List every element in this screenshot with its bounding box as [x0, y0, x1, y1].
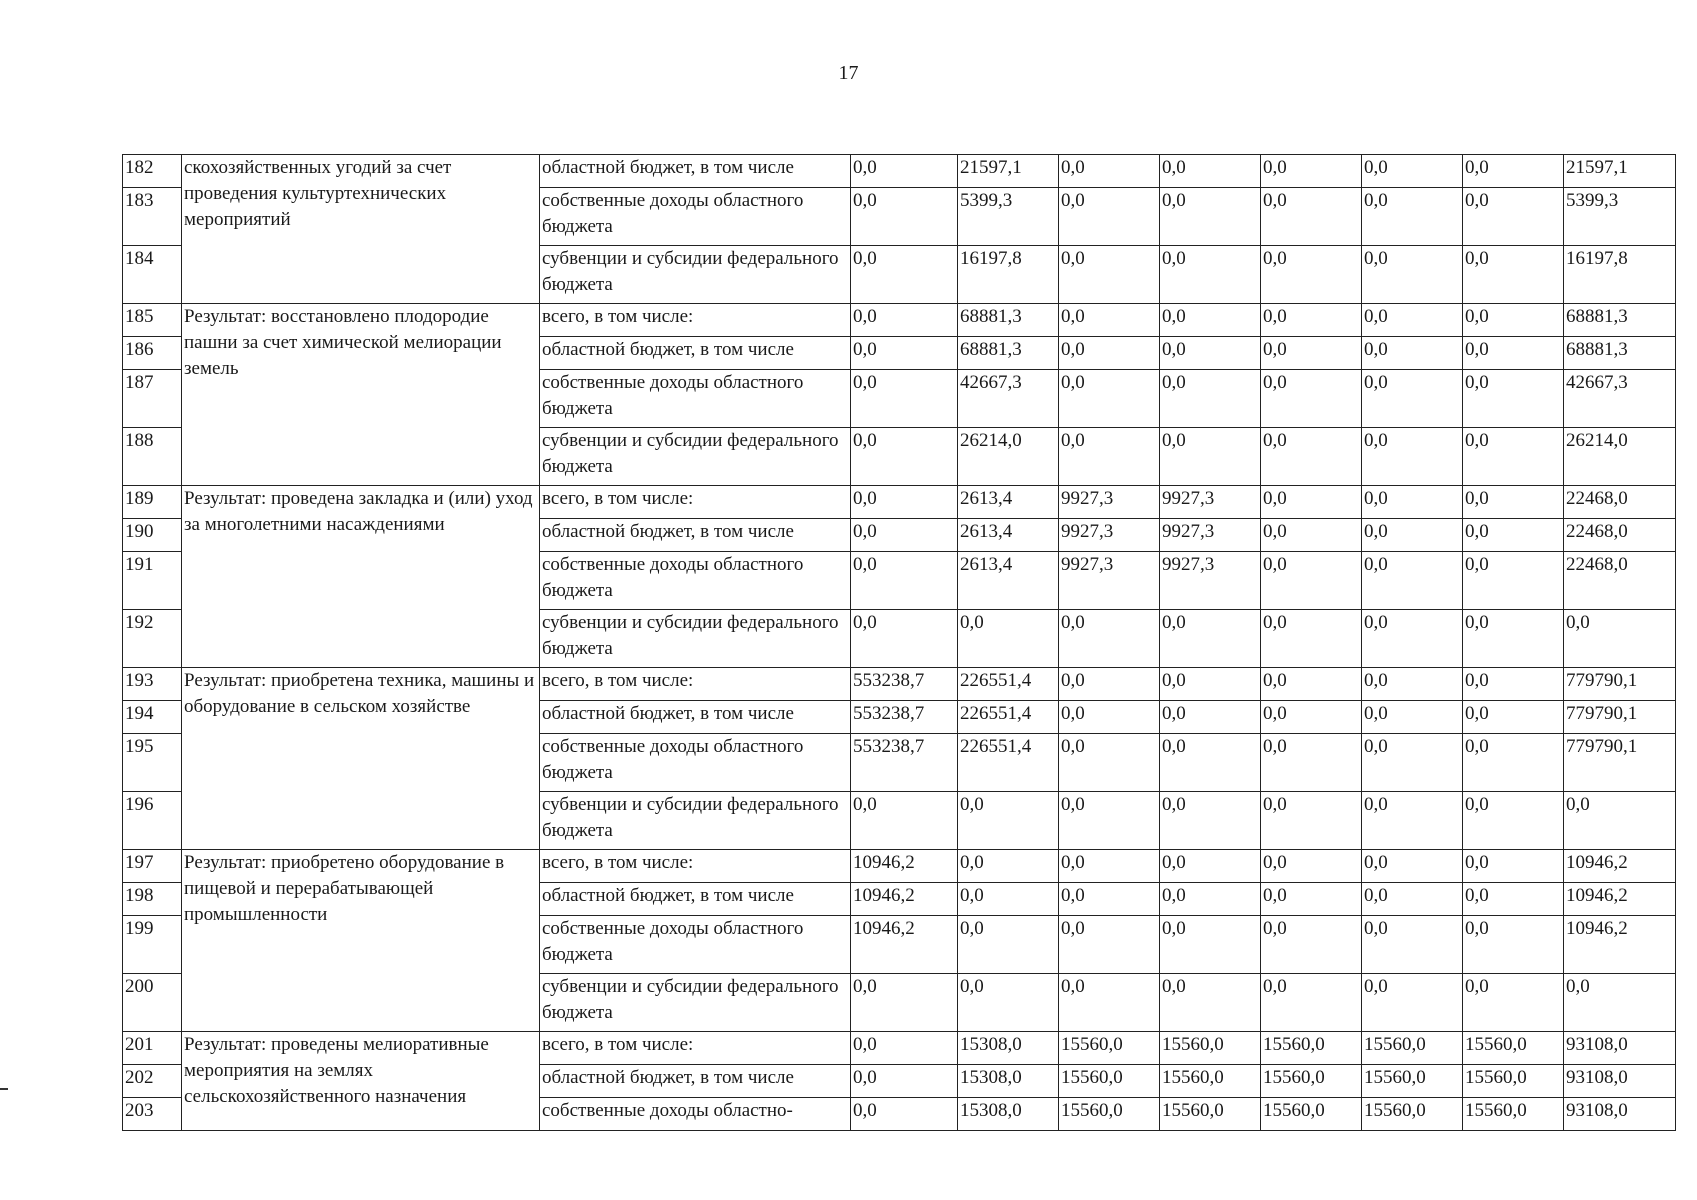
year-value: 0,0: [1059, 668, 1160, 701]
year-value: 15560,0: [1362, 1032, 1463, 1065]
year-value: 0,0: [1463, 370, 1564, 428]
row-number: 182: [123, 155, 182, 188]
year-value: 0,0: [1160, 188, 1261, 246]
year-value: 0,0: [958, 916, 1059, 974]
table-row: [123, 1032, 1676, 1065]
year-value: 0,0: [958, 850, 1059, 883]
year-value: 9927,3: [1160, 486, 1261, 519]
year-value: 15560,0: [1261, 1032, 1362, 1065]
year-value: 0,0: [1160, 370, 1261, 428]
funding-source: субвенции и субсидии федерального бюджета: [540, 246, 851, 304]
funding-source: областной бюджет, в том числе: [540, 337, 851, 370]
year-value: 0,0: [1362, 552, 1463, 610]
total-value: 93108,0: [1564, 1065, 1676, 1098]
year-value: 0,0: [1463, 610, 1564, 668]
year-value: 0,0: [1261, 850, 1362, 883]
total-value: 26214,0: [1564, 428, 1676, 486]
year-value: 2613,4: [958, 552, 1059, 610]
year-value: 0,0: [1160, 668, 1261, 701]
year-value: 0,0: [851, 610, 958, 668]
year-value: 0,0: [1362, 850, 1463, 883]
year-value: 0,0: [1059, 188, 1160, 246]
year-value: 226551,4: [958, 734, 1059, 792]
year-value: 0,0: [1059, 850, 1160, 883]
total-value: 5399,3: [1564, 188, 1676, 246]
total-value: 21597,1: [1564, 155, 1676, 188]
year-value: 553238,7: [851, 668, 958, 701]
total-value: 779790,1: [1564, 734, 1676, 792]
result-description: скохозяйственных угодий за счет проведения культуртехнических мероприятий: [182, 155, 540, 304]
funding-source: субвенции и субсидии федерального бюджета: [540, 610, 851, 668]
year-value: 0,0: [1059, 155, 1160, 188]
funding-source: всего, в том числе:: [540, 1032, 851, 1065]
row-number: 193: [123, 668, 182, 701]
total-value: 10946,2: [1564, 916, 1676, 974]
table-row: [123, 304, 1676, 337]
result-description: Результат: проведены мелиоративные мероприятия на землях сельскохозяйственного назначения: [182, 1032, 540, 1131]
total-value: 42667,3: [1564, 370, 1676, 428]
year-value: 0,0: [1362, 519, 1463, 552]
row-number: 202: [123, 1065, 182, 1098]
year-value: 15560,0: [1362, 1098, 1463, 1131]
year-value: 0,0: [851, 552, 958, 610]
year-value: 0,0: [1261, 792, 1362, 850]
year-value: 0,0: [851, 428, 958, 486]
year-value: 0,0: [1463, 428, 1564, 486]
year-value: 0,0: [1463, 916, 1564, 974]
year-value: 0,0: [851, 486, 958, 519]
year-value: 0,0: [1160, 734, 1261, 792]
year-value: 15308,0: [958, 1065, 1059, 1098]
funding-source: всего, в том числе:: [540, 668, 851, 701]
total-value: 93108,0: [1564, 1032, 1676, 1065]
year-value: 0,0: [1463, 337, 1564, 370]
total-value: 68881,3: [1564, 337, 1676, 370]
year-value: 0,0: [1362, 428, 1463, 486]
year-value: 0,0: [1463, 668, 1564, 701]
row-number: 198: [123, 883, 182, 916]
funding-source: областной бюджет, в том числе: [540, 1065, 851, 1098]
year-value: 0,0: [1362, 304, 1463, 337]
year-value: 0,0: [1261, 486, 1362, 519]
year-value: 0,0: [1059, 246, 1160, 304]
year-value: 15560,0: [1463, 1065, 1564, 1098]
row-number: 191: [123, 552, 182, 610]
year-value: 15308,0: [958, 1098, 1059, 1131]
year-value: 15308,0: [958, 1032, 1059, 1065]
result-description: Результат: проведена закладка и (или) уход за многолетними насаждениями: [182, 486, 540, 668]
year-value: 0,0: [1059, 428, 1160, 486]
year-value: 15560,0: [1463, 1098, 1564, 1131]
year-value: 0,0: [1059, 337, 1160, 370]
year-value: 0,0: [1261, 916, 1362, 974]
year-value: 0,0: [1160, 155, 1261, 188]
total-value: 0,0: [1564, 792, 1676, 850]
row-number: 186: [123, 337, 182, 370]
year-value: 0,0: [1362, 337, 1463, 370]
year-value: 0,0: [851, 155, 958, 188]
year-value: 0,0: [958, 883, 1059, 916]
year-value: 68881,3: [958, 337, 1059, 370]
row-number: 195: [123, 734, 182, 792]
funding-source: областной бюджет, в том числе: [540, 701, 851, 734]
year-value: 0,0: [1362, 974, 1463, 1032]
year-value: 0,0: [1160, 246, 1261, 304]
total-value: 22468,0: [1564, 486, 1676, 519]
year-value: 0,0: [851, 246, 958, 304]
year-value: 15560,0: [1059, 1065, 1160, 1098]
funding-source: собственные доходы областного бюджета: [540, 188, 851, 246]
result-description: Результат: восстановлено плодородие пашни за счет химической мелиорации земель: [182, 304, 540, 486]
funding-source: всего, в том числе:: [540, 850, 851, 883]
year-value: 0,0: [851, 1098, 958, 1131]
year-value: 10946,2: [851, 883, 958, 916]
year-value: 15560,0: [1362, 1065, 1463, 1098]
row-number: 197: [123, 850, 182, 883]
year-value: 553238,7: [851, 701, 958, 734]
table-body: [123, 155, 1676, 1131]
funding-source: субвенции и субсидии федерального бюджета: [540, 974, 851, 1032]
funding-source: собственные доходы областного бюджета: [540, 734, 851, 792]
funding-source: собственные доходы областного бюджета: [540, 916, 851, 974]
year-value: 15560,0: [1160, 1065, 1261, 1098]
row-number: 200: [123, 974, 182, 1032]
year-value: 0,0: [1261, 337, 1362, 370]
row-number: 185: [123, 304, 182, 337]
year-value: 0,0: [1059, 370, 1160, 428]
row-number: 203: [123, 1098, 182, 1131]
year-value: 2613,4: [958, 486, 1059, 519]
year-value: 0,0: [1160, 850, 1261, 883]
year-value: 0,0: [851, 1065, 958, 1098]
year-value: 553238,7: [851, 734, 958, 792]
year-value: 68881,3: [958, 304, 1059, 337]
year-value: 0,0: [1463, 486, 1564, 519]
year-value: 0,0: [1261, 304, 1362, 337]
year-value: 0,0: [851, 519, 958, 552]
row-number: 201: [123, 1032, 182, 1065]
page-number: 17: [838, 62, 859, 84]
total-value: 93108,0: [1564, 1098, 1676, 1131]
year-value: 0,0: [1059, 304, 1160, 337]
year-value: 0,0: [1261, 701, 1362, 734]
year-value: 0,0: [1362, 370, 1463, 428]
year-value: 0,0: [1261, 188, 1362, 246]
year-value: 0,0: [1261, 155, 1362, 188]
year-value: 0,0: [1261, 668, 1362, 701]
year-value: 0,0: [1362, 701, 1463, 734]
table-row: [123, 155, 1676, 188]
total-value: 16197,8: [1564, 246, 1676, 304]
year-value: 0,0: [1261, 734, 1362, 792]
year-value: 0,0: [1059, 883, 1160, 916]
year-value: 0,0: [851, 337, 958, 370]
row-number: 196: [123, 792, 182, 850]
total-value: 779790,1: [1564, 701, 1676, 734]
year-value: 0,0: [1261, 974, 1362, 1032]
year-value: 0,0: [1463, 304, 1564, 337]
year-value: 0,0: [1362, 883, 1463, 916]
year-value: 9927,3: [1160, 552, 1261, 610]
result-description: Результат: приобретена техника, машины и оборудование в сельском хозяйстве: [182, 668, 540, 850]
year-value: 0,0: [1160, 916, 1261, 974]
row-number: 192: [123, 610, 182, 668]
year-value: 0,0: [1463, 792, 1564, 850]
year-value: 0,0: [851, 1032, 958, 1065]
funding-source: собственные доходы областно-: [540, 1098, 851, 1131]
year-value: 0,0: [1160, 792, 1261, 850]
year-value: 0,0: [851, 974, 958, 1032]
total-value: 10946,2: [1564, 883, 1676, 916]
year-value: 0,0: [851, 188, 958, 246]
year-value: 0,0: [1463, 519, 1564, 552]
year-value: 0,0: [1160, 428, 1261, 486]
year-value: 0,0: [958, 610, 1059, 668]
year-value: 0,0: [1463, 188, 1564, 246]
year-value: 0,0: [1362, 188, 1463, 246]
year-value: 0,0: [1362, 734, 1463, 792]
funding-source: областной бюджет, в том числе: [540, 519, 851, 552]
funding-source: собственные доходы областного бюджета: [540, 552, 851, 610]
year-value: 5399,3: [958, 188, 1059, 246]
total-value: 0,0: [1564, 974, 1676, 1032]
year-value: 9927,3: [1059, 519, 1160, 552]
row-number: 183: [123, 188, 182, 246]
year-value: 2613,4: [958, 519, 1059, 552]
table-row: [123, 850, 1676, 883]
year-value: 0,0: [1261, 883, 1362, 916]
year-value: 9927,3: [1160, 519, 1261, 552]
year-value: 226551,4: [958, 668, 1059, 701]
year-value: 0,0: [958, 974, 1059, 1032]
row-number: 188: [123, 428, 182, 486]
year-value: 0,0: [1362, 155, 1463, 188]
year-value: 0,0: [1160, 974, 1261, 1032]
row-number: 189: [123, 486, 182, 519]
year-value: 0,0: [1059, 916, 1160, 974]
margin-mark: [0, 1088, 8, 1090]
year-value: 0,0: [1463, 974, 1564, 1032]
year-value: 0,0: [1463, 850, 1564, 883]
year-value: 0,0: [1160, 304, 1261, 337]
row-number: 194: [123, 701, 182, 734]
year-value: 15560,0: [1059, 1032, 1160, 1065]
year-value: 0,0: [1261, 519, 1362, 552]
total-value: 22468,0: [1564, 519, 1676, 552]
year-value: 9927,3: [1059, 552, 1160, 610]
funding-source: субвенции и субсидии федерального бюджета: [540, 428, 851, 486]
year-value: 15560,0: [1261, 1065, 1362, 1098]
year-value: 16197,8: [958, 246, 1059, 304]
funding-source: всего, в том числе:: [540, 304, 851, 337]
year-value: 21597,1: [958, 155, 1059, 188]
year-value: 15560,0: [1160, 1098, 1261, 1131]
total-value: 779790,1: [1564, 668, 1676, 701]
year-value: 0,0: [1059, 610, 1160, 668]
row-number: 187: [123, 370, 182, 428]
year-value: 0,0: [1463, 701, 1564, 734]
total-value: 68881,3: [1564, 304, 1676, 337]
year-value: 0,0: [1059, 792, 1160, 850]
table-row: [123, 486, 1676, 519]
year-value: 15560,0: [1059, 1098, 1160, 1131]
year-value: 0,0: [1160, 610, 1261, 668]
year-value: 0,0: [1261, 610, 1362, 668]
year-value: 15560,0: [1261, 1098, 1362, 1131]
year-value: 0,0: [1261, 428, 1362, 486]
year-value: 15560,0: [1463, 1032, 1564, 1065]
year-value: 0,0: [1059, 734, 1160, 792]
year-value: 0,0: [1463, 552, 1564, 610]
row-number: 184: [123, 246, 182, 304]
budget-table: [122, 154, 1676, 1131]
funding-source: субвенции и субсидии федерального бюджета: [540, 792, 851, 850]
year-value: 0,0: [1362, 486, 1463, 519]
year-value: 0,0: [1362, 792, 1463, 850]
year-value: 0,0: [1261, 370, 1362, 428]
funding-source: всего, в том числе:: [540, 486, 851, 519]
year-value: 0,0: [958, 792, 1059, 850]
total-value: 0,0: [1564, 610, 1676, 668]
year-value: 0,0: [1059, 701, 1160, 734]
row-number: 199: [123, 916, 182, 974]
year-value: 0,0: [1362, 246, 1463, 304]
funding-source: областной бюджет, в том числе: [540, 155, 851, 188]
year-value: 0,0: [1160, 337, 1261, 370]
funding-source: областной бюджет, в том числе: [540, 883, 851, 916]
year-value: 0,0: [1362, 668, 1463, 701]
funding-source: собственные доходы областного бюджета: [540, 370, 851, 428]
year-value: 0,0: [1362, 916, 1463, 974]
year-value: 0,0: [1463, 155, 1564, 188]
year-value: 42667,3: [958, 370, 1059, 428]
year-value: 0,0: [1362, 610, 1463, 668]
year-value: 0,0: [1261, 246, 1362, 304]
year-value: 10946,2: [851, 916, 958, 974]
result-description: Результат: приобретено оборудование в пищевой и перерабатывающей промышленности: [182, 850, 540, 1032]
year-value: 0,0: [1463, 734, 1564, 792]
year-value: 0,0: [1059, 974, 1160, 1032]
table-row: [123, 668, 1676, 701]
year-value: 9927,3: [1059, 486, 1160, 519]
year-value: 26214,0: [958, 428, 1059, 486]
row-number: 190: [123, 519, 182, 552]
total-value: 22468,0: [1564, 552, 1676, 610]
year-value: 0,0: [1160, 701, 1261, 734]
year-value: 0,0: [851, 304, 958, 337]
year-value: 10946,2: [851, 850, 958, 883]
year-value: 0,0: [1463, 246, 1564, 304]
year-value: 0,0: [1160, 883, 1261, 916]
total-value: 10946,2: [1564, 850, 1676, 883]
year-value: 0,0: [851, 792, 958, 850]
year-value: 226551,4: [958, 701, 1059, 734]
year-value: 0,0: [1261, 552, 1362, 610]
year-value: 0,0: [1463, 883, 1564, 916]
year-value: 15560,0: [1160, 1032, 1261, 1065]
year-value: 0,0: [851, 370, 958, 428]
